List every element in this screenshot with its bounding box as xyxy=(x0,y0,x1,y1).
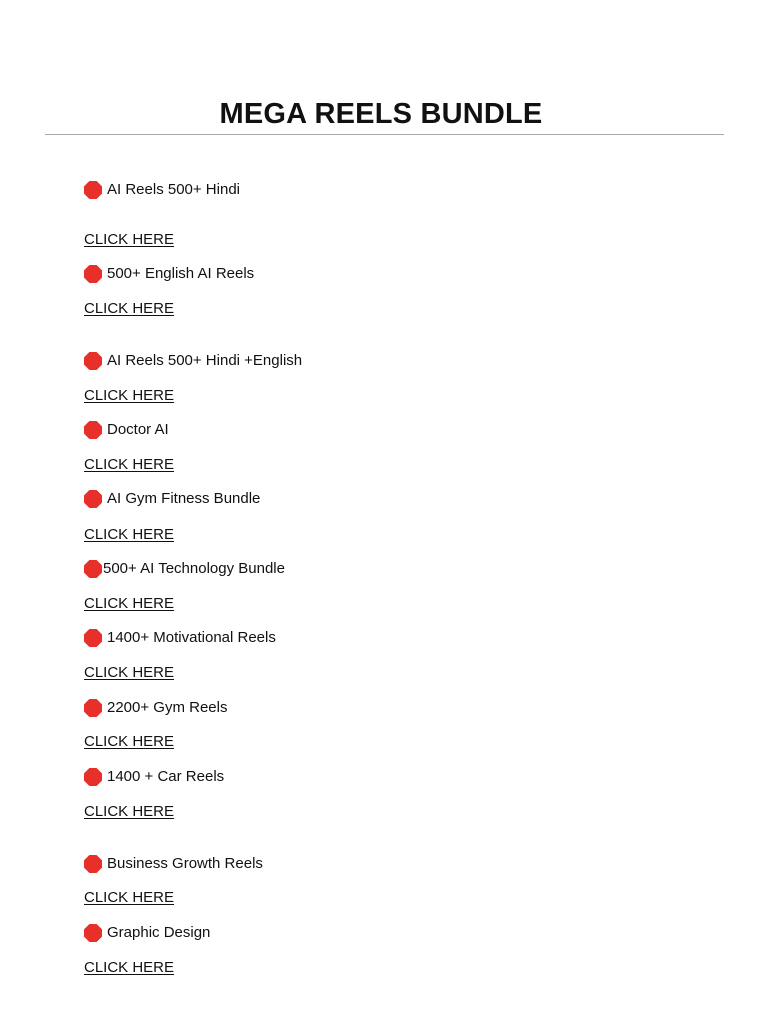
item-label: 1400+ Motivational Reels xyxy=(107,629,276,646)
item-label: AI Reels 500+ Hindi xyxy=(107,181,240,198)
stop-sign-icon xyxy=(84,181,102,199)
title-divider xyxy=(45,134,724,135)
stop-sign-icon xyxy=(84,924,102,942)
click-here-link[interactable]: CLICK HERE xyxy=(84,456,175,473)
item-label: 500+ AI Technology Bundle xyxy=(103,560,285,577)
click-here-link[interactable]: CLICK HERE xyxy=(84,231,175,248)
click-here-link[interactable]: CLICK HERE xyxy=(84,526,175,543)
stop-sign-icon xyxy=(84,768,102,786)
list-item xyxy=(84,421,169,439)
item-label: 2200+ Gym Reels xyxy=(107,699,228,716)
list-item xyxy=(84,181,240,199)
click-here-link[interactable]: CLICK HERE xyxy=(84,664,175,681)
list-item xyxy=(84,490,260,508)
list-item xyxy=(84,699,227,717)
page-title: MEGA REELS BUNDLE xyxy=(219,98,543,131)
stop-sign-icon xyxy=(84,855,102,873)
click-here-link[interactable]: CLICK HERE xyxy=(84,595,175,612)
list-item xyxy=(84,924,210,942)
click-here-link[interactable]: CLICK HERE xyxy=(84,733,175,750)
click-here-link[interactable]: CLICK HERE xyxy=(84,959,175,976)
list-item xyxy=(84,352,302,370)
list-item xyxy=(84,855,263,873)
stop-sign-icon xyxy=(84,265,102,283)
stop-sign-icon xyxy=(84,699,102,717)
list-item xyxy=(84,560,285,578)
click-here-link[interactable]: CLICK HERE xyxy=(84,387,175,404)
item-label: AI Reels 500+ Hindi +English xyxy=(107,352,303,369)
click-here-link[interactable]: CLICK HERE xyxy=(84,803,175,820)
list-item xyxy=(84,265,254,283)
stop-sign-icon xyxy=(84,490,102,508)
stop-sign-icon xyxy=(84,629,102,647)
stop-sign-icon xyxy=(84,352,102,370)
stop-sign-icon xyxy=(84,560,102,578)
click-here-link[interactable]: CLICK HERE xyxy=(84,300,175,317)
stop-sign-icon xyxy=(84,421,102,439)
item-label: Graphic Design xyxy=(107,924,211,941)
item-label: Business Growth Reels xyxy=(107,855,263,872)
list-item xyxy=(84,629,276,647)
item-label: AI Gym Fitness Bundle xyxy=(107,490,261,507)
item-label: Doctor AI xyxy=(107,421,169,438)
click-here-link[interactable]: CLICK HERE xyxy=(84,889,175,906)
item-label: 1400 + Car Reels xyxy=(107,768,225,785)
item-label: 500+ English AI Reels xyxy=(107,265,255,282)
list-item xyxy=(84,768,224,786)
